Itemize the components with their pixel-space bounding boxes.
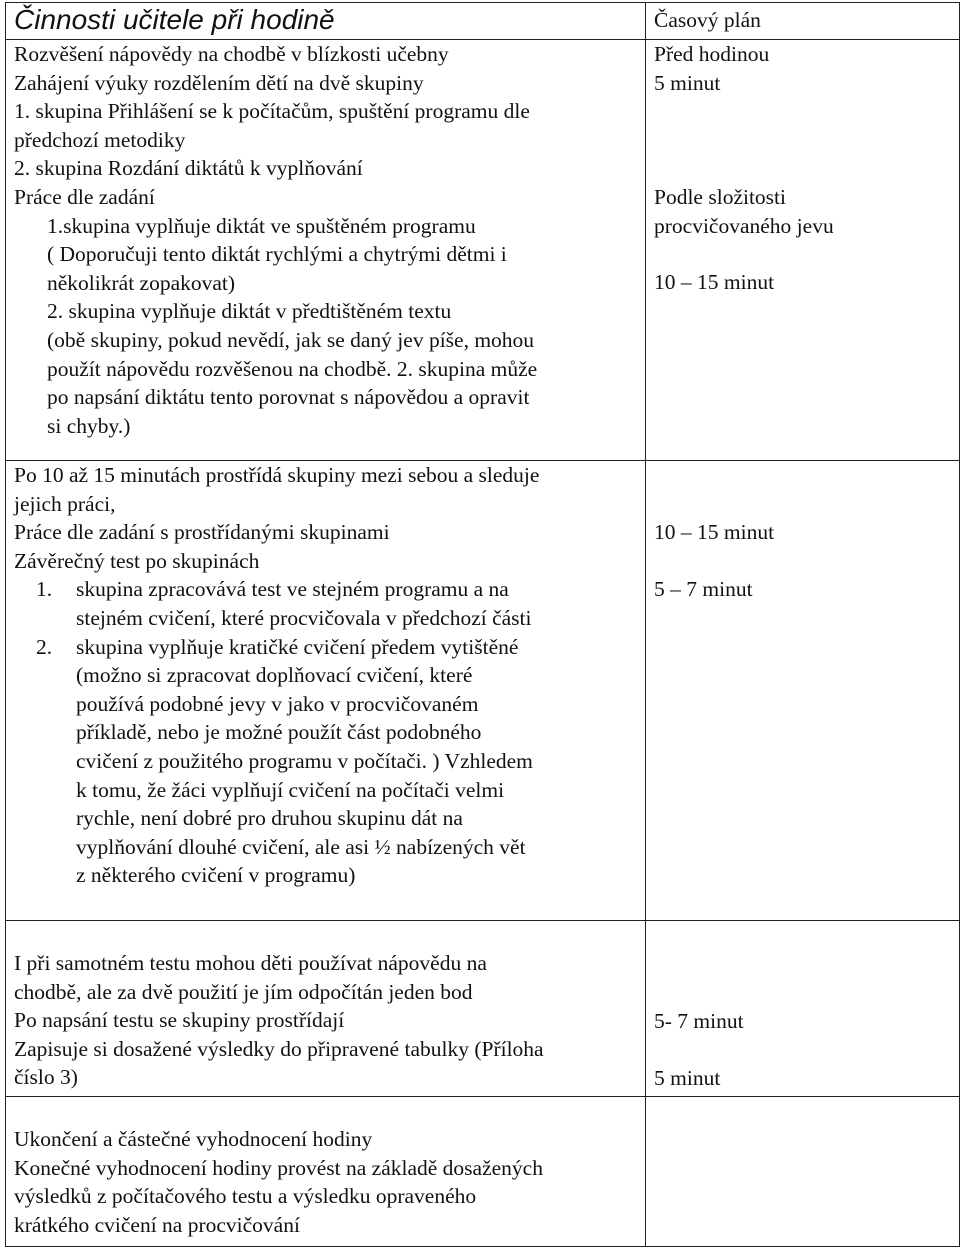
lesson-plan-table <box>5 2 960 1247</box>
time-line: 10 – 15 minut <box>654 270 775 295</box>
activity-line: Konečné vyhodnocení hodiny provést na základě dosažených <box>14 1155 543 1180</box>
time-line: 5 minut <box>654 70 721 95</box>
item-line: (možno si zpracovat doplňovací cvičení, které <box>76 663 473 688</box>
item-line: z některého cvičení v programu) <box>76 863 356 888</box>
time-line: 10 – 15 minut <box>654 520 775 544</box>
activity-line: několikrát zopakovat) <box>47 270 236 295</box>
activity-line: si chyby.) <box>47 413 131 438</box>
activity-line: jejich práci, <box>14 491 116 516</box>
activity-line: 1. skupina Přihlášení se k počítačům, spuštění programu dle <box>14 99 530 124</box>
activities-cell <box>6 461 646 921</box>
item-line: cvičení z použitého programu v počítači. ) Vzhledem <box>76 748 533 773</box>
activities-cell <box>6 1097 646 1247</box>
table-row <box>6 1097 960 1247</box>
numbered-item <box>14 633 639 890</box>
activity-line: krátkého cvičení na procvičování <box>14 1212 300 1237</box>
time-line: 5 – 7 minut <box>654 576 753 601</box>
item-line: rychle, není dobré pro druhou skupinu dát na <box>76 806 463 831</box>
time-cell <box>646 1097 960 1247</box>
time-line: 5 minut <box>654 1065 721 1090</box>
activity-line: výsledků z počítačového testu a výsledku opraveného <box>14 1184 477 1209</box>
time-cell <box>646 461 960 921</box>
activities-cell <box>6 40 646 461</box>
activity-line: Po napsání testu se skupiny prostřídají <box>14 1008 345 1033</box>
time-line: procvičovaného jevu <box>654 213 834 238</box>
item-line: používá podobné jevy v jako v procvičovaném <box>76 691 479 716</box>
time-cell <box>646 921 960 1097</box>
activity-line: číslo 3) <box>14 1065 78 1090</box>
time-cell <box>646 40 960 461</box>
time-line: Před hodinou <box>654 42 770 66</box>
activity-line: 2. skupina Rozdání diktátů k vyplňování <box>14 156 363 181</box>
activity-line: Závěrečný test po skupinách <box>14 548 260 573</box>
table-row <box>6 921 960 1097</box>
time-plan-column-header: Časový plán <box>646 3 960 40</box>
activity-line: (obě skupiny, pokud nevědí, jak se daný jev píše, mohou <box>47 327 535 352</box>
activity-line: Práce dle zadání <box>14 184 155 209</box>
activity-line: Rozvěšení nápovědy na chodbě v blízkosti učebny <box>14 42 449 66</box>
activity-line: použít nápovědu rozvěšenou na chodbě. 2. skupina může <box>47 356 538 381</box>
item-line: vyplňování dlouhé cvičení, ale asi ½ nabízených vět <box>76 834 526 859</box>
activity-line: Ukončení a částečné vyhodnocení hodiny <box>14 1127 373 1151</box>
activity-line: 1.skupina vyplňuje diktát ve spuštěném programu <box>47 213 476 238</box>
activity-line: I při samotném testu mohou děti používat nápovědu na <box>14 951 487 975</box>
table-row <box>6 461 960 921</box>
item-line: skupina zpracovává test ve stejném programu a na <box>76 577 509 602</box>
table-row <box>6 40 960 461</box>
activity-line: Práce dle zadání s prostřídanými skupinami <box>14 520 390 545</box>
activity-line: Po 10 až 15 minutách prostřídá skupiny mezi sebou a sleduje <box>14 463 540 487</box>
activity-line: Zahájení výuky rozdělením dětí na dvě skupiny <box>14 70 424 95</box>
table-header-row <box>6 3 960 40</box>
time-line: 5- 7 minut <box>654 1009 744 1033</box>
activities-column-header: Činnosti učitele při hodině <box>6 3 646 40</box>
activity-line: po napsání diktátu tento porovnat s nápovědou a opravit <box>47 385 530 410</box>
activities-cell <box>6 921 646 1097</box>
item-line: k tomu, že žáci vyplňují cvičení na počítači velmi <box>76 777 505 802</box>
item-line: skupina vyplňuje kratičké cvičení předem vytištěné <box>76 634 519 659</box>
item-line: příkladě, nebo je možné použít část podobného <box>76 720 482 745</box>
activity-line: 2. skupina vyplňuje diktát v předtištěném textu <box>47 299 452 324</box>
item-line: stejném cvičení, které procvičovala v předchozí části <box>76 605 532 630</box>
time-line: Podle složitosti <box>654 185 786 210</box>
item-number: 1. <box>36 577 53 602</box>
activity-line: ( Doporučuji tento diktát rychlými a chytrými dětmi i <box>47 242 507 267</box>
numbered-item <box>14 575 639 632</box>
activity-line: předchozí metodiky <box>14 127 186 152</box>
item-number: 2. <box>36 634 53 659</box>
activity-line: chodbě, ale za dvě použití je jím odpočítán jeden bod <box>14 979 473 1004</box>
activity-line: Zapisuje si dosažené výsledky do připravené tabulky (Příloha <box>14 1036 544 1061</box>
lesson-plan-document <box>5 2 959 1250</box>
